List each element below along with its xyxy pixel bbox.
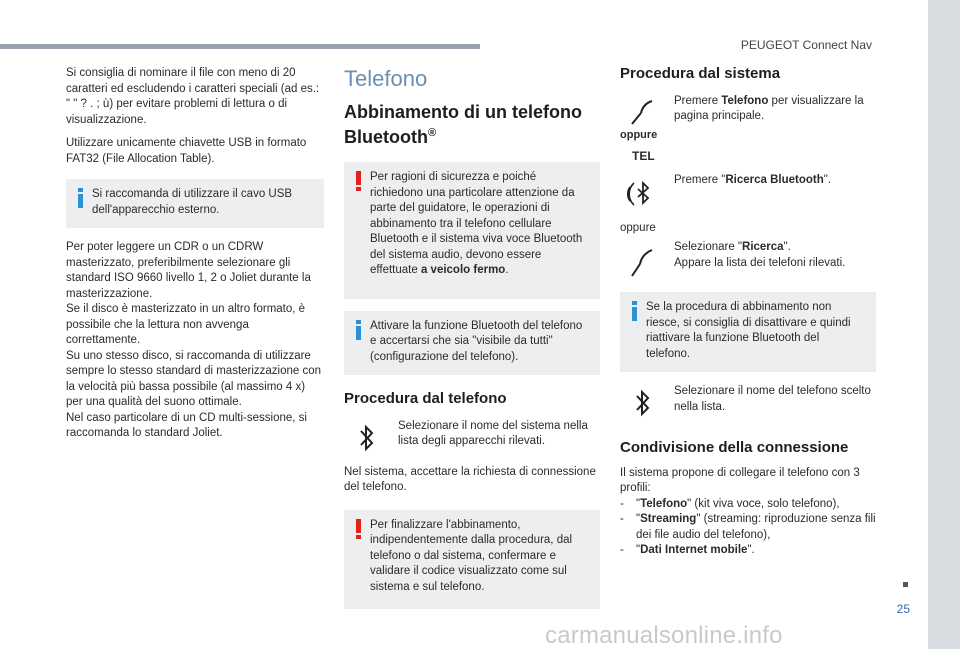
warning-text: Per finalizzare l'abbinamento, indipendentemente dalla procedura, dal telefono o dal sistema, confermare e validare il codice visualizzato come sul sistema e sul telefono. xyxy=(370,518,573,593)
warning-note xyxy=(344,162,600,299)
bluetooth-icon xyxy=(635,388,651,418)
bluetooth-icon xyxy=(626,177,660,211)
profile-list xyxy=(620,497,876,559)
note-text: Si raccomanda di utilizzare il cavo USB dell'apparecchio esterno. xyxy=(92,188,293,216)
warning-text: Per ragioni di sicurezza e poiché richiedono una particolare attenzione da parte del guidatore, le operazioni di abbinamento tra il telefono cellulare Bluetooth e il sistema viva voce Bluetooth del sistema audio, devono essere effettuate xyxy=(370,171,583,276)
step-line2: Appare la lista dei telefoni rilevati. xyxy=(674,256,846,269)
oppure-label: oppure xyxy=(620,128,658,141)
paragraph: Il sistema propone di collegare il telefono con 3 profili: xyxy=(620,466,860,494)
page-sidebar xyxy=(928,0,960,649)
paragraph-line: Nel caso particolare di un CD multi-sessione, si raccomanda lo standard Joliet. xyxy=(66,411,307,439)
column-2 xyxy=(344,66,600,621)
step-bold: Ricerca xyxy=(742,241,784,253)
continuation-mark xyxy=(903,582,908,587)
step-text: Selezionare il nome del telefono scelto nella lista. xyxy=(674,385,871,413)
section-title: Telefono xyxy=(344,66,428,91)
warning-bold: a veicolo fermo xyxy=(420,264,506,276)
finger-press-icon xyxy=(630,244,656,278)
note-text: Attivare la funzione Bluetooth del telefono e accertarsi che sia "visibile da tutti" (configurazione del telefono). xyxy=(370,319,583,363)
list-item: - "Telefono" (kit viva voce, solo telefono), xyxy=(620,497,840,510)
step-text: ". xyxy=(783,241,791,253)
list-item: - "Streaming" (streaming: riproduzione senza fili dei file audio del telefono), xyxy=(620,513,876,541)
warning-note xyxy=(344,510,600,610)
watermark: carmanualsonline.info xyxy=(545,622,783,649)
step xyxy=(620,94,876,126)
exclamation-icon xyxy=(353,519,364,539)
info-icon xyxy=(75,188,86,208)
page-number: 25 xyxy=(896,602,910,616)
column-1 xyxy=(66,66,324,442)
note-text: Se la procedura di abbinamento non riesce, si consiglia di disattivare e quindi riattivare la funzione Bluetooth del telefono. xyxy=(646,301,851,360)
step-text: Selezionare il nome del sistema nella lista degli apparecchi rilevati. xyxy=(398,419,588,447)
heading: Procedura dal sistema xyxy=(620,65,781,82)
step-text: ". xyxy=(823,173,832,186)
step xyxy=(620,384,876,418)
paragraph-line: Su uno stesso disco, si raccomanda di utilizzare sempre lo stesso standard di masterizzazione con la velocità più bassa possibile (al massimo 4 x) per una qualità del suono ottimale. xyxy=(66,349,322,408)
warning-end: . xyxy=(505,264,509,276)
paragraph: Si consiglia di nominare il file con meno di 20 caratteri ed escludendo i caratteri speciali (ad es.: " " ? . ; ù) per evitare problemi di lettura o di visualizzazione. xyxy=(66,67,320,126)
tel-label: TEL xyxy=(632,149,655,163)
paragraph: Nel sistema, accettare la richiesta di connessione del telefono. xyxy=(344,465,596,493)
header-rule xyxy=(0,44,480,49)
list-item: - "Dati Internet mobile". xyxy=(620,544,755,556)
header-title: PEUGEOT Connect Nav xyxy=(740,38,872,52)
step-text: Selezionare " xyxy=(674,241,743,253)
paragraph-line: Per poter leggere un CDR o un CDRW masterizzato, preferibilmente selezionare gli standard ISO 9660 livello 1, 2 o Joliet durante la masterizzazione. xyxy=(66,241,311,300)
step-bold: Telefono xyxy=(721,94,769,107)
step-bold: Ricerca Bluetooth xyxy=(725,173,824,186)
step-text: Premere " xyxy=(674,173,726,186)
oppure-text: oppure xyxy=(620,221,656,234)
info-note xyxy=(344,311,600,376)
paragraph: Utilizzare unicamente chiavette USB in formato FAT32 (File Allocation Table). xyxy=(66,137,307,165)
heading-text: Abbinamento di un telefono Bluetooth xyxy=(344,102,582,147)
bluetooth-icon xyxy=(359,423,375,453)
info-icon xyxy=(353,320,364,340)
registered-mark: ® xyxy=(427,127,437,139)
info-note xyxy=(620,292,876,372)
step xyxy=(620,240,876,278)
info-note xyxy=(66,179,324,228)
paragraph-line: Se il disco è masterizzato in un altro formato, è possibile che la lettura non avvenga correttamente. xyxy=(66,303,306,346)
info-icon xyxy=(629,301,640,321)
subheading: Condivisione della connessione xyxy=(620,439,849,456)
step-text: per visualizzare la pagina principale. xyxy=(674,94,864,122)
subheading: Procedura dal telefono xyxy=(344,390,507,407)
finger-press-icon xyxy=(630,98,656,126)
step xyxy=(620,173,876,211)
column-3 xyxy=(620,66,876,559)
step xyxy=(344,419,600,453)
step-text: Premere xyxy=(674,94,722,107)
exclamation-icon xyxy=(353,171,364,191)
cd-paragraph xyxy=(66,240,324,442)
heading xyxy=(344,102,600,148)
